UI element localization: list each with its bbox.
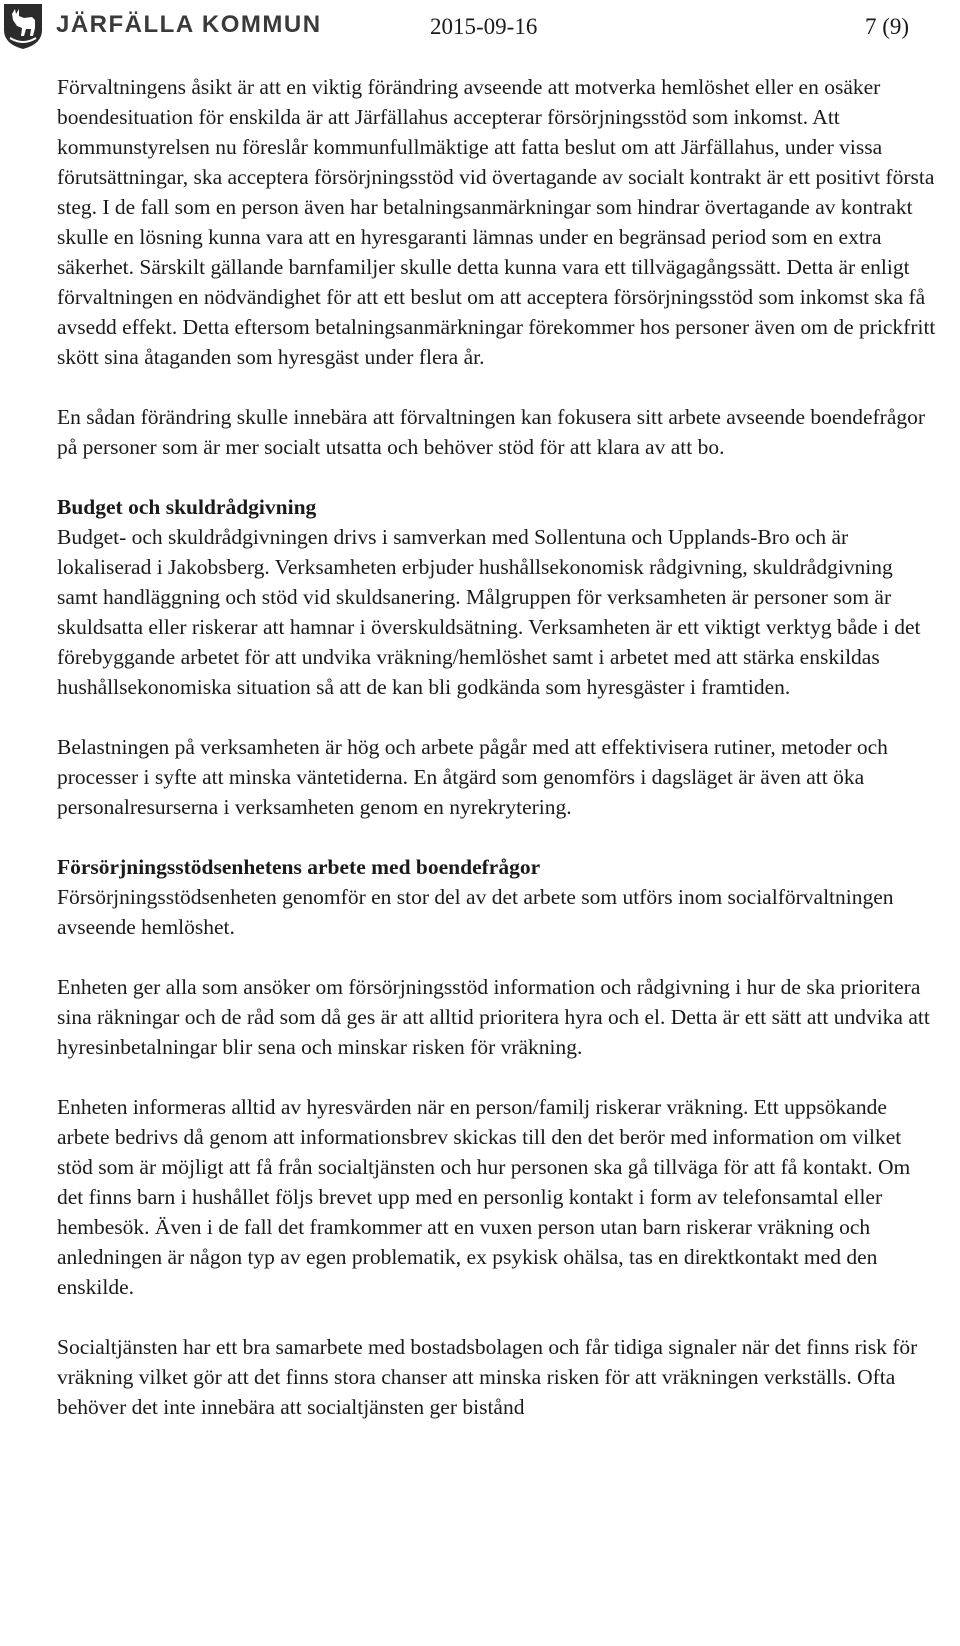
paragraph-housing-cooperation: Socialtjänsten har ett bra samarbete med bostadsbolagen och får tidiga signaler när det finns risk för vräkning vilket gör att det finns stora chanser att minska risken för att vräkningen verkställs. Ofta behöver det inte innebära att socialtjänsten ger bistånd — [57, 1335, 918, 1419]
paragraph-workload: Belastningen på verksamheten är hög och arbete pågår med att effektivisera rutiner, metoder och processer i syfte att minska väntetiderna. En åtgärd som genomförs i dagsläget är även att öka personalresurserna i verksamheten genom en nyrekrytering. — [57, 735, 888, 819]
page-header — [0, 0, 960, 60]
paragraph-advice: Enheten ger alla som ansöker om försörjningsstöd information och rådgivning i hur de ska prioritera sina räkningar och de råd som då ges är att alltid prioritera hyra och el. Detta är ett sätt att undvika att hyresinbetalningar blir sena och minskar risken för vräkning. — [57, 975, 930, 1059]
paragraph-change-effect: En sådan förändring skulle innebära att förvaltningen kan fokusera sitt arbete avseende boendefrågor på personer som är mer socialt utsatta och behöver stöd för att klara av att bo. — [57, 405, 926, 459]
municipality-logo-icon — [2, 2, 44, 50]
organization-name: JÄRFÄLLA KOMMUN — [56, 11, 322, 38]
paragraph-income-support-unit: Försörjningsstödsenheten genomför en stor del av det arbete som utförs inom socialförvaltningen avseende hemlöshet. — [57, 885, 894, 939]
paragraph-eviction-outreach: Enheten informeras alltid av hyresvärden när en person/familj riskerar vräkning. Ett uppsökande arbete bedrivs då genom att informationsbrev skickas till den det berör med information om vilket stöd som är möjligt att få från socialtjänsten och hur personen ska gå tillväga för att få kontakt. Om det finns barn i hushållet följs brevet upp med en personlig kontakt i form av telefonsamtal eller hembesök. Även i de fall det framkommer att en vuxen person utan barn riskerar vräkning och anledningen är någon typ av egen problematik, ex psykisk ohälsa, tas en direktkontakt med den enskilde. — [57, 1095, 911, 1299]
heading-income-support-unit: Försörjningsstödsenhetens arbete med boendefrågor — [57, 855, 541, 879]
page-number: 7 (9) — [865, 14, 910, 39]
document-body — [57, 72, 937, 1452]
paragraph-budget-debt-advice: Budget- och skuldrådgivningen drivs i samverkan med Sollentuna och Upplands-Bro och är lokaliserad i Jakobsberg. Verksamheten erbjuder hushållsekonomisk rådgivning, skuldrådgivning samt handläggning och stöd vid skuldsanering. Målgruppen för verksamheten är personer som är skuldsatta eller riskerar att hamnar i överskuldsätning. Verksamheten är ett viktigt verktyg både i det förebyggande arbetet för att undvika vräkning/hemlöshet samt i arbetet med att stärka enskildas hushållsekonomiska situation så att de kan bli godkända som hyresgäster i framtiden. — [57, 525, 921, 699]
document-date: 2015-09-16 — [430, 14, 538, 39]
paragraph-policy-opinion: Förvaltningens åsikt är att en viktig förändring avseende att motverka hemlöshet eller en osäker boendesituation för enskilda är att Järfällahus accepterar försörjningsstöd som inkomst. Att kommunstyrelsen nu föreslår kommunfullmäktige att fatta beslut om att Järfällahus, under vissa förutsättningar, ska acceptera försörjningsstöd vid övertagande av socialt kontrakt är ett positivt första steg. I de fall som en person även har betalningsanmärkningar som hindrar övertagande av kontrakt skulle en lösning kunna vara att en hyresgaranti lämnas under en begränsad period som en extra säkerhet. Särskilt gällande barnfamiljer skulle detta kunna vara ett tillvägagångssätt. Detta är enligt förvaltningen en nödvändighet för att ett beslut om att acceptera försörjningsstöd som inkomst ska få avsedd effekt. Detta eftersom betalningsanmärkningar förekommer hos personer även om de prickfritt skött sina åtaganden som hyresgäst under flera år. — [57, 75, 936, 369]
heading-budget-debt-advice: Budget och skuldrådgivning — [57, 495, 317, 519]
